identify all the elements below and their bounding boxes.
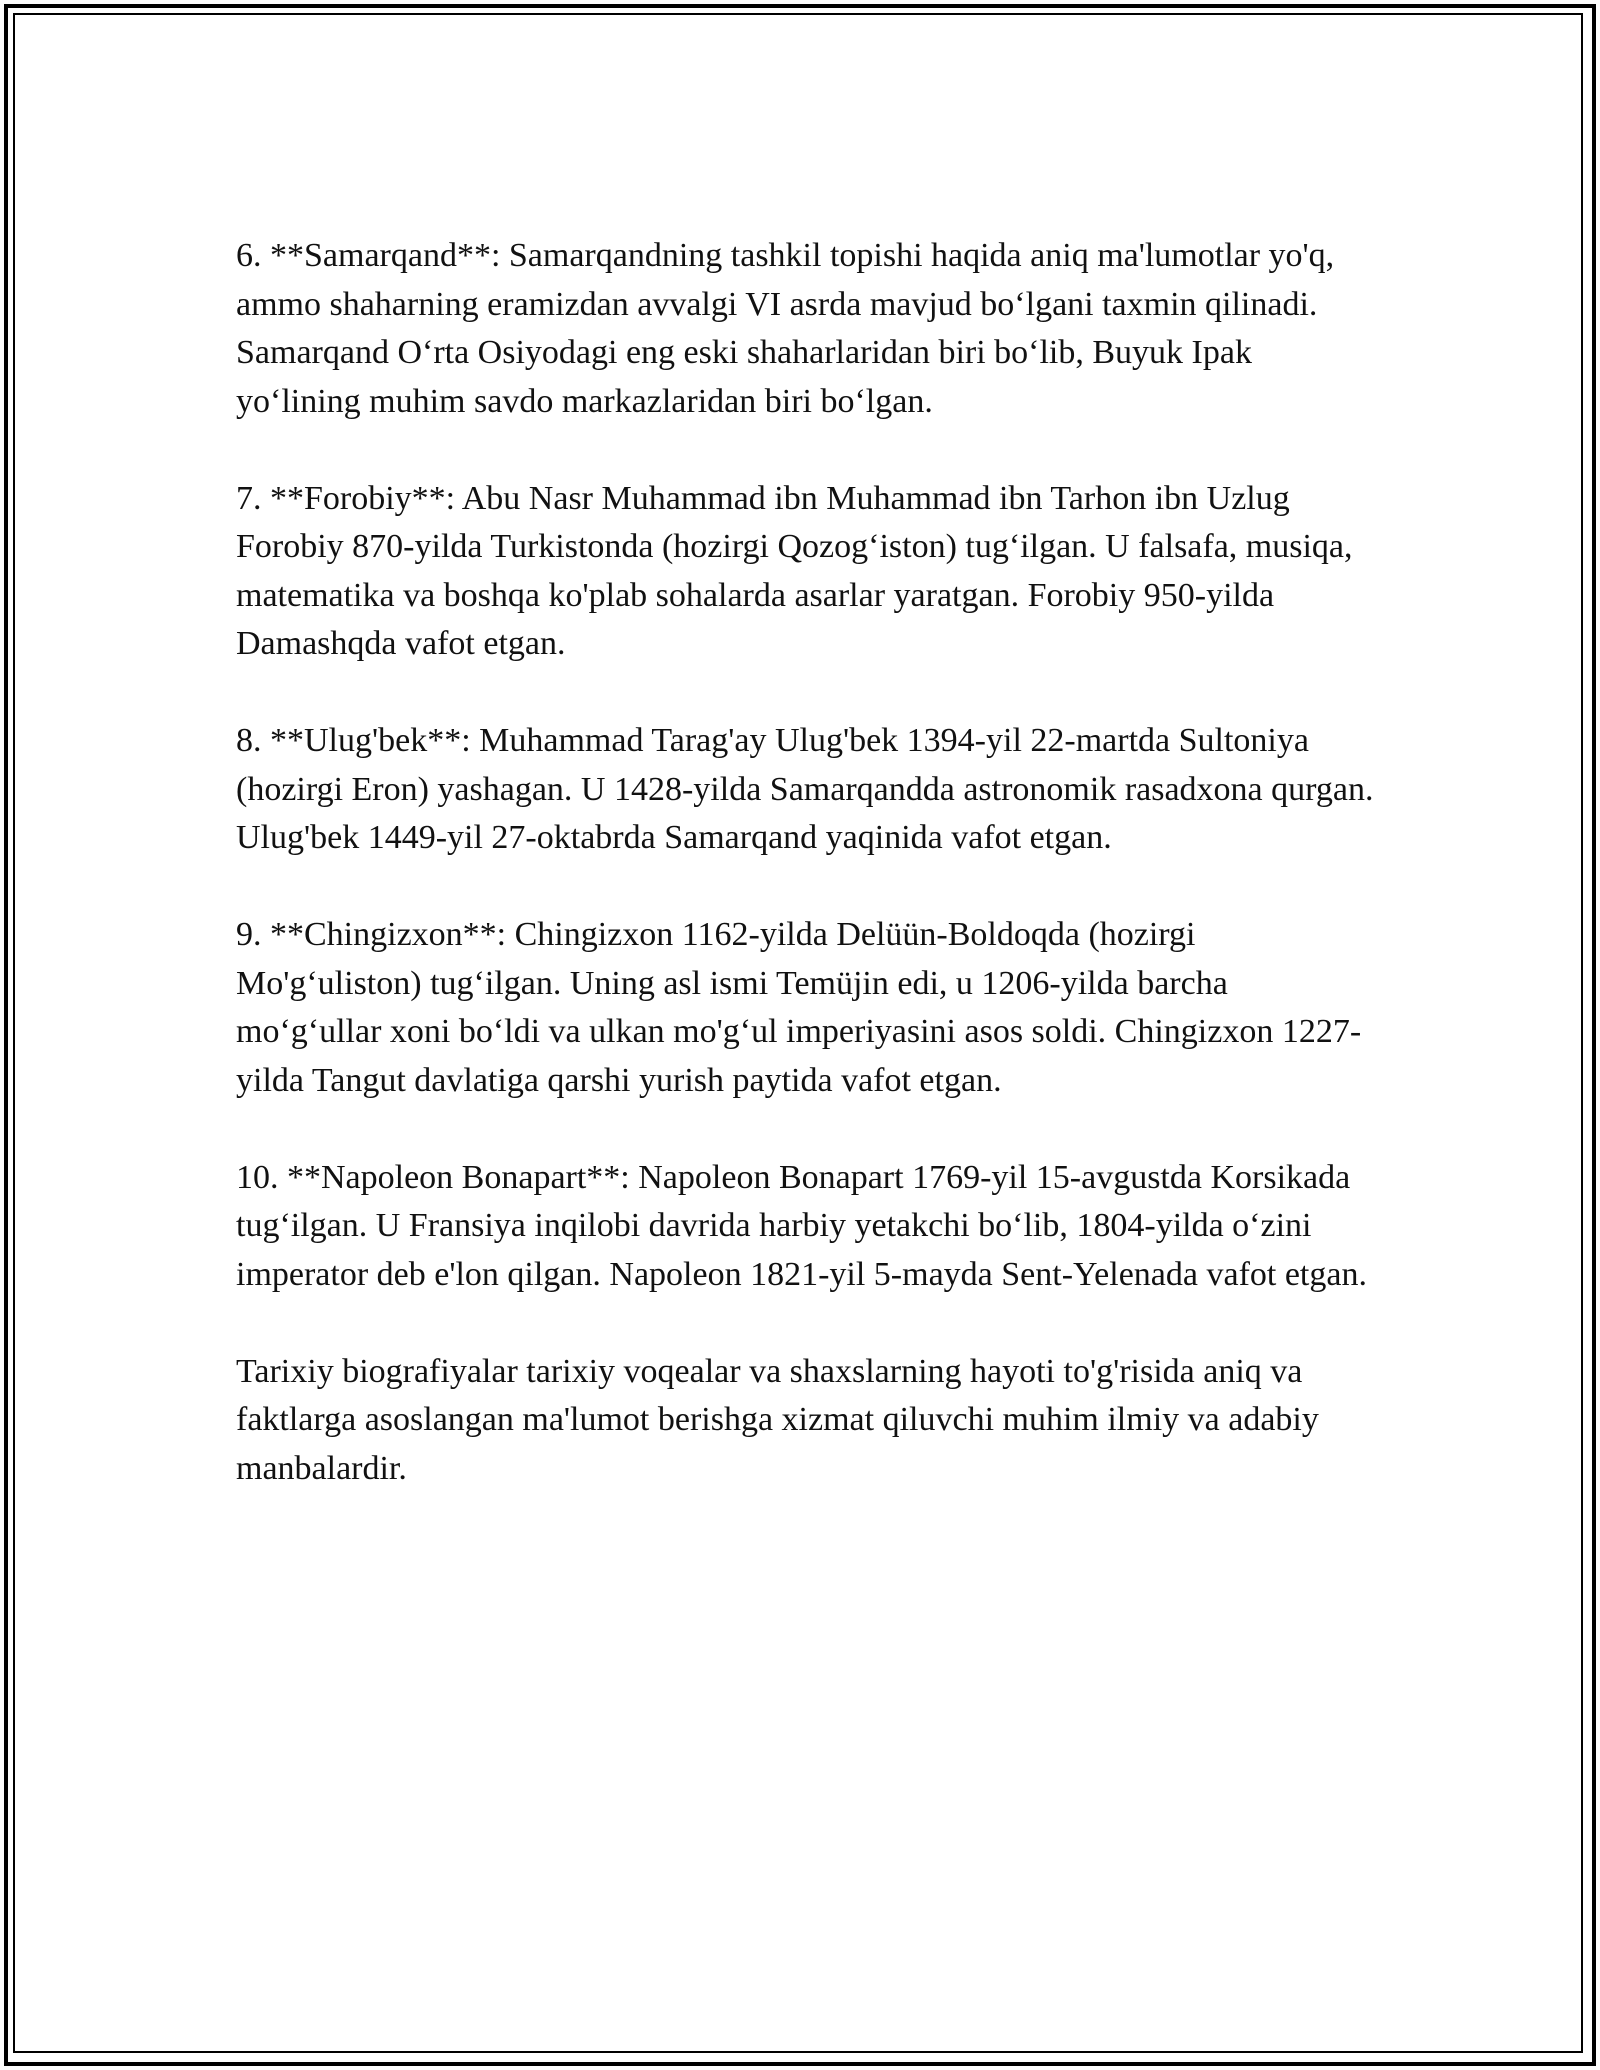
paragraph-chingizxon: 9. **Chingizxon**: Chingizxon 1162-yilda Delüün-Boldoqda (hozirgi Mo'gʻuliston) tugʻilgan. Uning asl ismi Temüjin edi, u 1206-yilda barcha moʻgʻullar xoni boʻldi va ulkan mo'gʻul imperiyasini asos soldi. Chingizxon 1227-yilda Tangut davlatiga qarshi yurish paytida vafot etgan. xyxy=(236,916,1362,1099)
paragraph-samarqand: 6. **Samarqand**: Samarqandning tashkil topishi haqida aniq ma'lumotlar yo'q, ammo shaharning eramizdan avvalgi VI asrda mavjud boʻlgani taxmin qilinadi. Samarqand Oʻrta Osiyodagi eng eski shaharlaridan biri boʻlib, Buyuk Ipak yoʻlining muhim savdo markazlaridan biri boʻlgan. xyxy=(236,237,1335,420)
document-body xyxy=(236,232,1376,1542)
paragraph-napoleon: 10. **Napoleon Bonapart**: Napoleon Bonapart 1769-yil 15-avgustda Korsikada tugʻilgan. U Fransiya inqilobi davrida harbiy yetakchi boʻlib, 1804-yilda oʻzini imperator deb e'lon qilgan. Napoleon 1821-yil 5-mayda Sent-Yelenada vafot etgan. xyxy=(236,1158,1367,1293)
paragraph-ulugbek: 8. **Ulug'bek**: Muhammad Tarag'ay Ulug'bek 1394-yil 22-martda Sultoniya (hozirgi Eron) yashagan. U 1428-yilda Samarqandda astronomik rasadxona qurgan. Ulug'bek 1449-yil 27-oktabrda Samarqand yaqinida vafot etgan. xyxy=(236,722,1374,856)
paragraph-conclusion: Tarixiy biografiyalar tarixiy voqealar va shaxslarning hayoti to'g'risida aniq va faktlarga asoslangan ma'lumot berishga xizmat qiluvchi muhim ilmiy va adabiy manbalardir. xyxy=(236,1352,1319,1487)
paragraph-forobiy: 7. **Forobiy**: Abu Nasr Muhammad ibn Muhammad ibn Tarhon ibn Uzlug Forobiy 870-yilda Turkistonda (hozirgi Qozogʻiston) tugʻilgan. U falsafa, musiqa, matematika va boshqa ko'plab sohalarda asarlar yaratgan. Forobiy 950-yilda Damashqda vafot etgan. xyxy=(236,479,1353,662)
